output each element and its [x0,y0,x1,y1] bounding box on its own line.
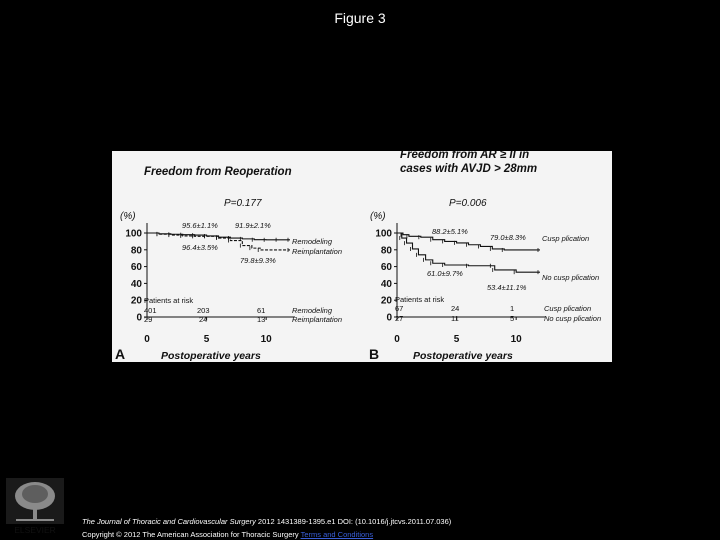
terms-link[interactable]: Terms and Conditions [300,530,374,539]
panel-b-risk-cusp-5: 24 [451,304,460,313]
elsevier-logo [6,478,64,536]
panel-b-series-label-cusp: Cusp plication [542,234,590,243]
panel-b-y-unit: (%) [370,211,386,222]
panel-b-risk-label-cusp: Cusp plication [544,304,592,313]
panel-a-p-value: P=0.177 [224,198,262,209]
panel-a-series-label-remodeling: Remodeling [292,237,333,246]
footer-doi: 2012 1431389-1395.e1 DOI: (10.1016/j.jtcvs.2011.07.036) [255,517,452,526]
panel-b-title-line-1: Freedom from AR ≥ II in [400,151,530,161]
panel-a-x-tick-label: 10 [260,334,272,345]
panel-b-annotation-1: 88.2±5.1% [432,227,468,236]
panel-a-risk-label-reimplantation: Reimplantation [292,315,343,324]
panel-b-x-label: Postoperative years [413,350,513,362]
figure-panel [112,151,612,362]
panel-a-series-label-reimplantation: Reimplantation [292,247,343,256]
panel-a-label: A [115,346,126,362]
panel-a-risk-label-remodeling: Remodeling [292,306,333,315]
footer-citation [82,517,451,526]
panel-b-x-tick-label: 10 [510,334,522,345]
panel-b-annotation-4: 53.4±11.1% [487,283,527,292]
panel-a-annotation-1: 95.6±1.1% [182,221,218,230]
elsevier-logo-text: ELSEVIER [14,525,56,535]
slide-title: Figure 3 [334,10,386,26]
panel-b-y-tick-label: 0 [386,312,392,324]
panel-b-risk-no-cusp-5: 11 [451,314,459,323]
panel-a-risk-header: Patients at risk [144,296,194,305]
panel-a-y-tick-label: 60 [130,262,142,274]
panel-b-risk-header: Patients at risk [395,295,445,304]
panel-a-y-tick-label: 20 [130,295,142,307]
footer-copyright: Copyright © 2012 The American Association for Thoracic Surgery [82,530,299,539]
panel-a-annotation-3: 96.4±3.5% [182,243,218,252]
panel-b-series-label-no-cusp: No cusp plication [542,273,600,282]
panel-a-y-tick-label: 100 [125,228,142,240]
panel-b-x-tick-label: 5 [453,334,460,345]
panel-a-annotation-4: 79.8±9.3% [240,256,276,265]
panel-b-x-tick-label: 0 [394,334,400,345]
panel-a-y-tick-label: 40 [130,278,142,290]
panel-b-y-tick-label: 40 [380,278,392,290]
panel-a-risk-remodeling-10: 61 [257,306,266,315]
panel-a-risk-reimplantation-10: 13 [257,315,266,324]
panel-a-x-tick-label: 5 [203,334,210,345]
panel-b-risk-cusp-0: 67 [395,304,404,313]
panel-b-y-tick-label: 80 [380,245,392,257]
panel-a-x-label: Postoperative years [161,350,261,362]
panel-b-y-tick-label: 20 [380,295,392,307]
panel-a-risk-reimplantation-0: 29 [144,315,153,324]
panel-a-y-tick-label: 80 [130,245,142,257]
panel-a-annotation-2: 91.9±2.1% [235,221,271,230]
footer-copyright-line [82,530,373,539]
panel-a-x-tick-label: 0 [144,334,150,345]
panel-b-label: B [369,346,380,362]
panel-b-risk-cusp-10: 1 [510,304,515,313]
panel-a-risk-reimplantation-5: 24 [199,315,208,324]
panel-a-risk-remodeling-5: 203 [197,306,210,315]
panel-a-title: Freedom from Reoperation [144,166,292,178]
panel-a-y-unit: (%) [120,211,136,222]
panel-b-risk-label-no-cusp: No cusp plication [544,314,602,323]
panel-b-y-tick-label: 60 [380,262,392,274]
km-chart-svg [112,151,612,362]
footer-journal-name: The Journal of Thoracic and Cardiovascular Surgery [82,517,256,526]
panel-a-risk-remodeling-0: 401 [144,306,157,315]
panel-b-annotation-2: 79.0±8.3% [490,233,526,242]
panel-b-annotation-3: 61.0±9.7% [427,269,463,278]
panel-b-y-tick-label: 100 [375,228,392,240]
panel-b-risk-no-cusp-0: 27 [395,314,404,323]
panel-b-risk-no-cusp-10: 5 [510,314,515,323]
panel-a-y-tick-label: 0 [136,312,142,324]
panel-b-p-value: P=0.006 [449,198,487,209]
panel-b-title-line-2: cases with AVJD > 28mm [400,163,538,175]
